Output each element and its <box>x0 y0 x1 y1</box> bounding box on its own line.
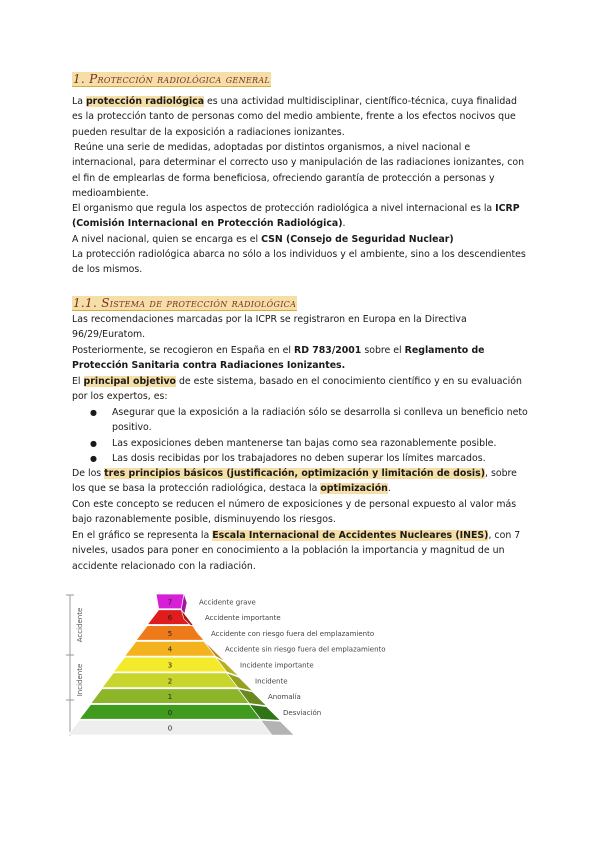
paragraph: La protección radiológica abarca no sólo a los individuos y el ambiente, sino a los descendientes de los mismos. <box>72 249 526 276</box>
ines-level-label: Accidente sin riesgo fuera del emplazamiento <box>225 645 386 654</box>
paragraph: El principal objetivo de este sistema, basado en el conocimiento científico y en su evaluación por los expertos, es: <box>72 376 522 403</box>
paragraph: El organismo que regula los aspectos de protección radiológica a nivel internacional es la ICRP (Comisión Internacional en Protección Radiológica). <box>72 203 520 230</box>
list-item: ● Las exposiciones deben mantenerse tan bajas como sea razonablemente posible. <box>90 436 530 451</box>
ines-level-number: 1 <box>167 693 173 702</box>
list-item: ● Asegurar que la exposición a la radiación sólo se desarrolla si conlleva un beneficio neto positivo. <box>90 405 530 436</box>
ines-level-label: Accidente grave <box>199 598 256 607</box>
ines-level-number: 3 <box>167 661 173 670</box>
paragraph: Con este concepto se reducen el número de exposiciones y de personal expuesto al valor más bajo razonablemente posible, disminuyendo los riesgos. <box>72 499 517 526</box>
ines-level-number: 4 <box>167 645 173 654</box>
ines-level-number: 5 <box>167 629 173 638</box>
ines-level-number: 0 <box>167 708 173 717</box>
section-heading-1: 1. Protección radiológica general <box>73 72 271 86</box>
paragraph: En el gráfico se representa la Escala Internacional de Accidentes Nucleares (INES), con 7 niveles, usados para poner en conocimiento a la población la importancia y magnitud de un accidente relacionado con la radiación. <box>72 530 521 572</box>
ines-level-label: Accidente importante <box>205 614 281 623</box>
ines-level-number: 2 <box>167 677 173 686</box>
axis-label-accident: Accidente <box>76 607 84 643</box>
ines-level-label: Incidente importante <box>240 661 314 670</box>
list-item: ● Las dosis recibidas por los trabajadores no deben superar los límites marcados. <box>90 451 530 466</box>
paragraph: A nivel nacional, quien se encarga es el CSN (Consejo de Seguridad Nuclear) <box>72 234 454 245</box>
ines-level-number: 0 <box>167 724 173 733</box>
axis-label-incident: Incidente <box>76 663 84 697</box>
paragraph: Las recomendaciones marcadas por la ICPR se registraron en Europa en la Directiva 96/29/Euratom. <box>72 314 467 341</box>
paragraph: Posteriormente, se recogieron en España en el RD 783/2001 sobre el Reglamento de Protección Sanitaria contra Radiaciones Ionizantes. <box>72 345 485 372</box>
ines-level-number: 6 <box>167 614 173 623</box>
paragraph: De los tres principios básicos (justificación, optimización y limitación de dosis), sobre los que se basa la protección radiológica, destaca la optimización. <box>72 468 517 495</box>
paragraph: Reúne una serie de medidas, adoptadas por distintos organismos, a nivel nacional e internacional, para determinar el correcto uso y manipulación de las radiaciones ionizantes, con el fin de emplearlas de forma beneficiosa, ofreciendo garantía de protección a personas y medioambiente. <box>72 142 525 199</box>
ines-level-label: Anomalía <box>268 693 301 702</box>
ines-level-label: Accidente con riesgo fuera del emplazamiento <box>211 629 375 638</box>
ines-level-number: 7 <box>167 598 173 607</box>
section-heading-2: 1.1. Sistema de protección radiológica <box>73 296 297 310</box>
ines-level-label: Incidente <box>255 677 288 686</box>
paragraph: La protección radiológica es una actividad multidisciplinar, científico-técnica, cuya finalidad es la protección tanto de personas como del medio ambiente, frente a los efectos nocivos que pueden resultar de la exposición a radiaciones ionizantes. <box>72 96 517 138</box>
ines-level-label: Desviación <box>283 708 322 717</box>
